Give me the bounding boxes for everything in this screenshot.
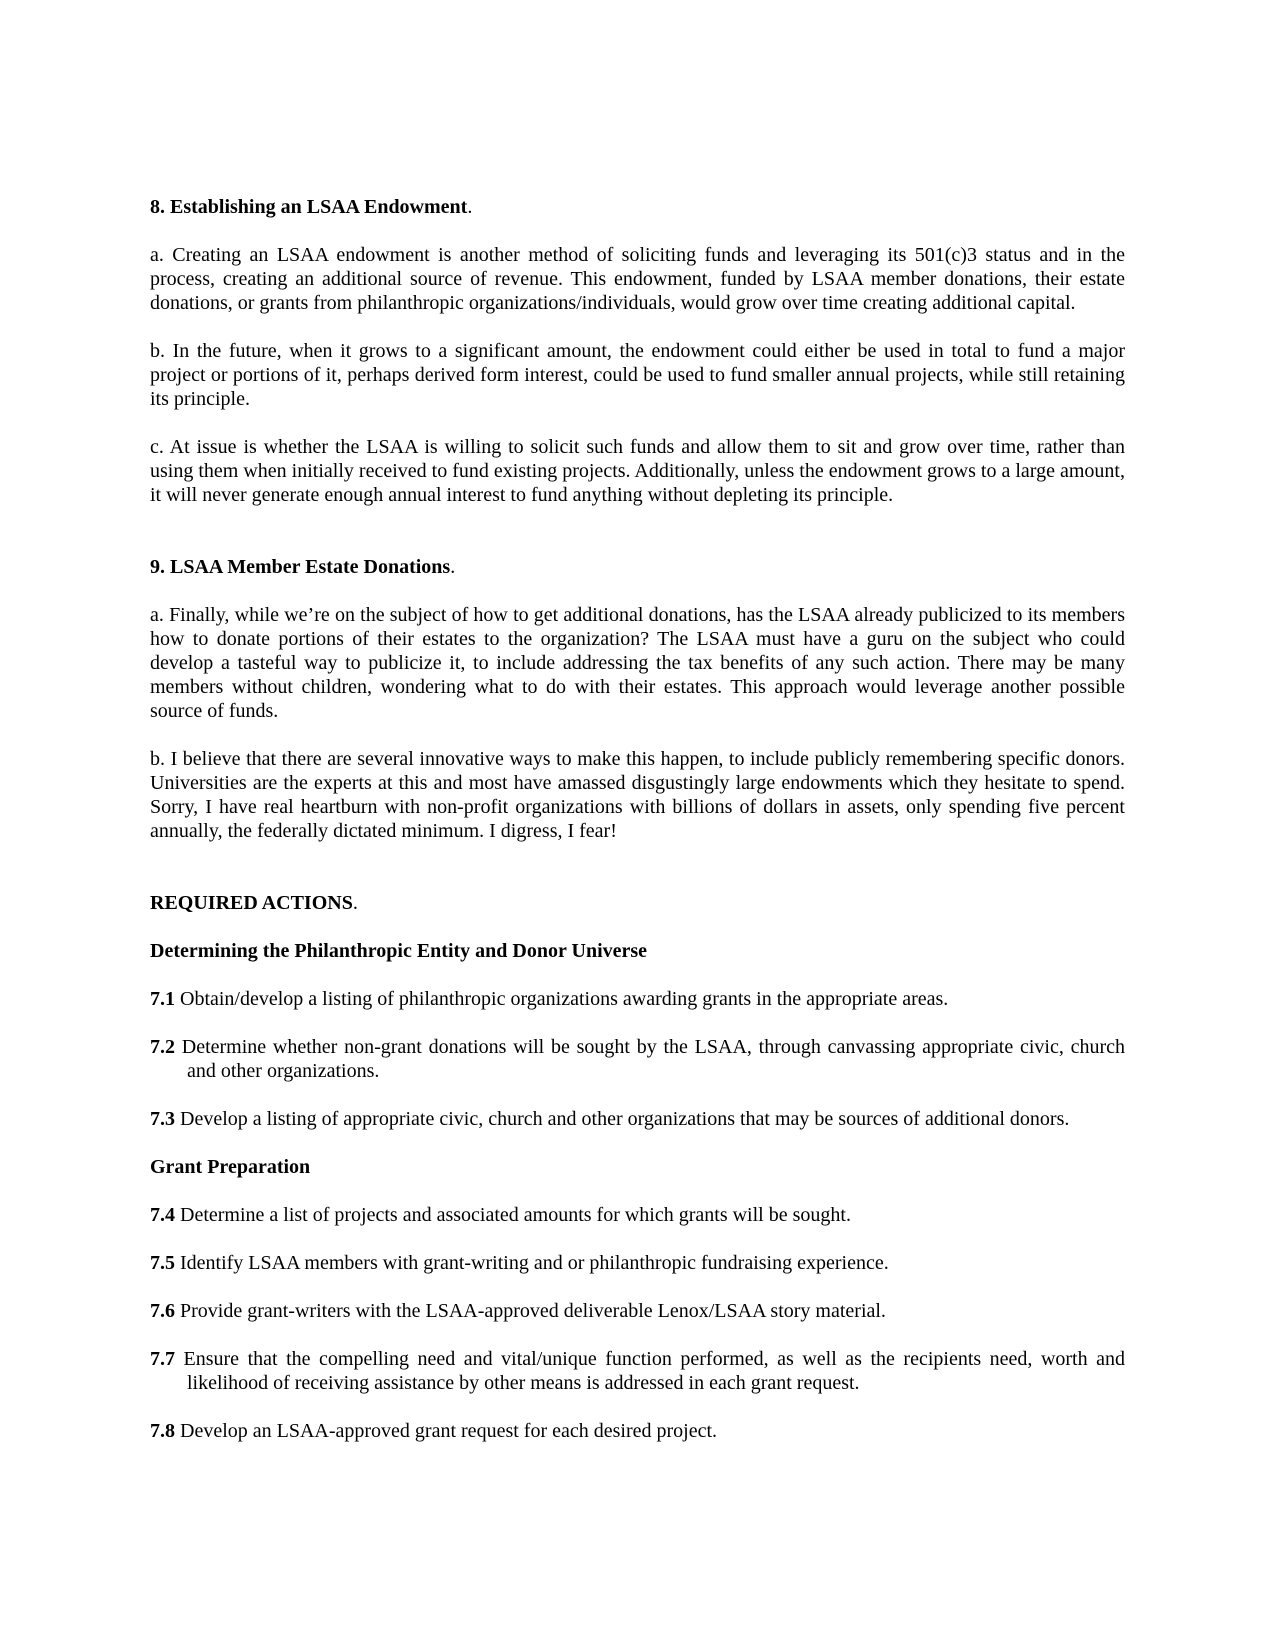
action-item-7-5 — [150, 1251, 1125, 1275]
action-item-7-6 — [150, 1299, 1125, 1323]
action-number: 7.2 — [150, 1036, 175, 1058]
section-spacer — [150, 531, 1125, 555]
action-number: 7.4 — [150, 1204, 175, 1226]
section-8-paragraph-b: b. In the future, when it grows to a significant amount, the endowment could either be used in total to fund a major project or portions of it, perhaps derived form interest, could be used to fund smaller annual projects, while still retaining its principle. — [150, 340, 1125, 410]
action-text: Provide grant-writers with the LSAA-approved deliverable Lenox/LSAA story material. — [175, 1300, 886, 1322]
required-actions-heading — [150, 891, 1125, 915]
section-8-paragraph-c: c. At issue is whether the LSAA is willing to solicit such funds and allow them to sit and grow over time, rather than using them when initially received to fund existing projects. Additionally, unless the endowment grows to a large amount, it will never generate enough annual interest to fund anything without depleting its principle. — [150, 436, 1125, 506]
action-number: 7.7 — [150, 1348, 175, 1370]
action-item-7-4 — [150, 1203, 1125, 1227]
action-text: Develop an LSAA-approved grant request for each desired project. — [175, 1420, 718, 1442]
action-text: Determine whether non-grant donations will be sought by the LSAA, through canvassing appropriate civic, church and other organizations. — [175, 1036, 1125, 1082]
document-page — [150, 195, 1125, 1467]
action-item-7-8 — [150, 1419, 1125, 1443]
action-number: 7.8 — [150, 1420, 175, 1442]
action-number: 7.5 — [150, 1252, 175, 1274]
section-9-paragraph-b: b. I believe that there are several innovative ways to make this happen, to include publicly remembering specific donors. Universities are the experts at this and most have amassed disgustingly large endowments which they hesitate to spend. Sorry, I have real heartburn with non-profit organizations with billions of dollars in assets, only spending five percent annually, the federally dictated minimum. I digress, I fear! — [150, 748, 1125, 842]
required-actions-title-period: . — [352, 892, 358, 914]
section-9-title-period: . — [450, 556, 456, 578]
action-text: Develop a listing of appropriate civic, church and other organizations that may be sources of additional donors. — [175, 1108, 1070, 1130]
action-number: 7.3 — [150, 1108, 175, 1130]
section-9-heading — [150, 555, 1125, 579]
section-8-paragraph-a: a. Creating an LSAA endowment is another method of soliciting funds and leveraging its 501(c)3 status and in the process, creating an additional source of revenue. This endowment, funded by LSAA member donations, their estate donations, or grants from philanthropic organizations/individuals, would grow over time creating additional capital. — [150, 244, 1125, 314]
group-1-heading: Determining the Philanthropic Entity and Donor Universe — [150, 940, 648, 962]
action-item-7-2 — [150, 1035, 1125, 1083]
action-text: Obtain/develop a listing of philanthropic organizations awarding grants in the appropriate areas. — [175, 988, 949, 1010]
action-item-7-1 — [150, 987, 1125, 1011]
section-9-paragraph-a: a. Finally, while we’re on the subject of how to get additional donations, has the LSAA already publicized to its members how to donate portions of their estates to the organization? The LSAA must have a guru on the subject who could develop a tasteful way to publicize it, to include addressing the tax benefits of any such action. There may be many members without children, wondering what to do with their estates. This approach would leverage another possible source of funds. — [150, 604, 1125, 722]
action-item-7-7 — [150, 1347, 1125, 1395]
action-number: 7.1 — [150, 988, 175, 1010]
section-8-heading — [150, 195, 1125, 219]
section-spacer — [150, 867, 1125, 891]
required-actions-title: REQUIRED ACTIONS — [150, 892, 353, 914]
section-9-title: 9. LSAA Member Estate Donations — [150, 556, 451, 578]
action-item-7-3 — [150, 1107, 1125, 1131]
action-text: Ensure that the compelling need and vital/unique function performed, as well as the recipients need, worth and likelihood of receiving assistance by other means is addressed in each grant request. — [175, 1348, 1125, 1394]
group-2-heading: Grant Preparation — [150, 1156, 311, 1178]
action-number: 7.6 — [150, 1300, 175, 1322]
section-8-title-period: . — [467, 196, 473, 218]
action-text: Determine a list of projects and associated amounts for which grants will be sought. — [175, 1204, 851, 1226]
section-8-title: 8. Establishing an LSAA Endowment — [150, 196, 468, 218]
action-text: Identify LSAA members with grant-writing and or philanthropic fundraising experience. — [175, 1252, 889, 1274]
